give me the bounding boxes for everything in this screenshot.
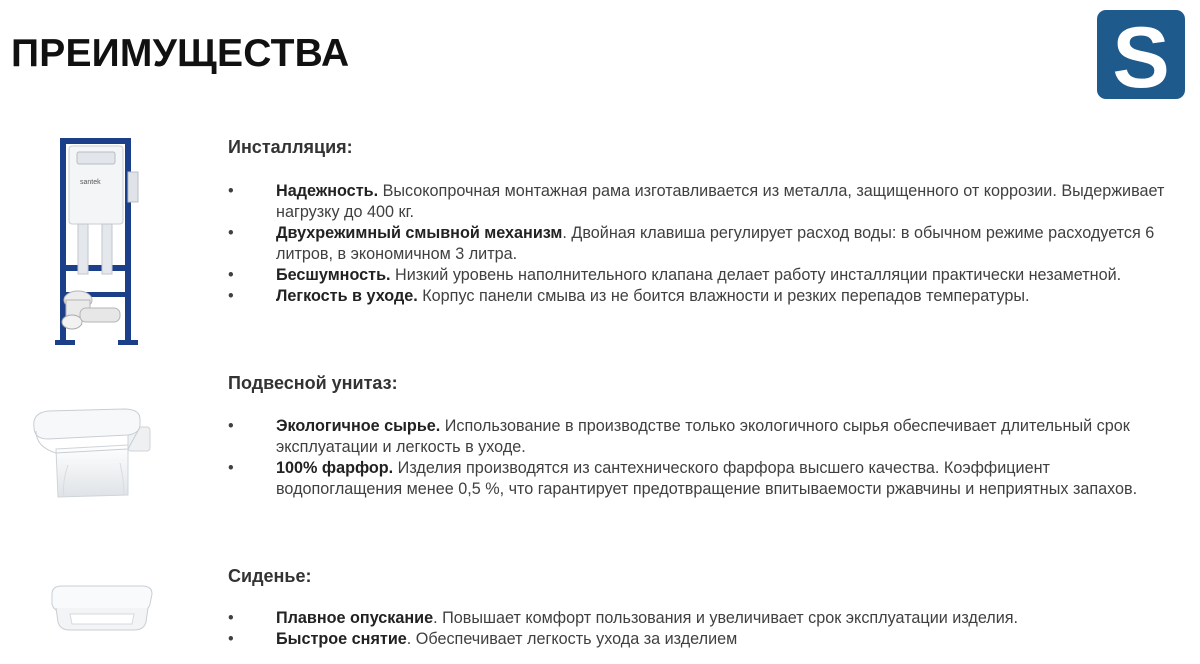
logo-letter-icon: S [1112, 10, 1170, 99]
installation-frame-image [52, 132, 142, 347]
list-item: • Быстрое снятие. Обеспечивает легкость ухода за изделием [228, 630, 738, 648]
section-installation [228, 137, 1168, 307]
advantages-list [228, 416, 1168, 500]
advantages-list [228, 608, 1168, 650]
list-item: • Экологичное сырье. Использование в производстве только экологичного сырья обеспечивает длительный срок эксплуатации и легкость в уходе. [228, 417, 1130, 456]
list-item: • Надежность. Высокопрочная монтажная рама изготавливается из металла, защищенного от коррозии. Выдерживает нагрузку до 400 кг. [228, 182, 1165, 221]
brand-logo [1097, 10, 1185, 99]
section-seat [228, 566, 1168, 650]
list-item: • 100% фарфор. Изделия производятся из сантехнического фарфора высшего качества. Коэффициент водопоглащения менее 0,5 %, что гарантирует предотвращение впитываемости ржавчины и неприятных запахов. [228, 459, 1138, 498]
page-title: ПРЕИМУЩЕСТВА [11, 32, 350, 75]
list-item: • Двухрежимный смывной механизм. Двойная клавиша регулирует расход воды: в обычном режиме расходуется 6 литров, в экономичном 3 литра. [228, 224, 1155, 263]
section-wall-hung-toilet [228, 373, 1168, 500]
section-heading: Подвесной унитаз: [228, 373, 398, 393]
section-heading: Сиденье: [228, 566, 312, 586]
wall-hung-toilet-image [28, 405, 158, 505]
list-item: • Легкость в уходе. Корпус панели смыва из не боится влажности и резких перепадов температуры. [228, 287, 1030, 305]
section-heading: Инсталляция: [228, 137, 353, 157]
frame-brand-label: santek [80, 179, 101, 186]
advantages-list [228, 181, 1168, 307]
toilet-seat-image [46, 582, 156, 638]
list-item: • Плавное опускание. Повышает комфорт пользования и увеличивает срок эксплуатации изделия. [228, 609, 1019, 627]
list-item: • Бесшумность. Низкий уровень наполнительного клапана делает работу инсталляции практически незаметной. [228, 266, 1122, 284]
